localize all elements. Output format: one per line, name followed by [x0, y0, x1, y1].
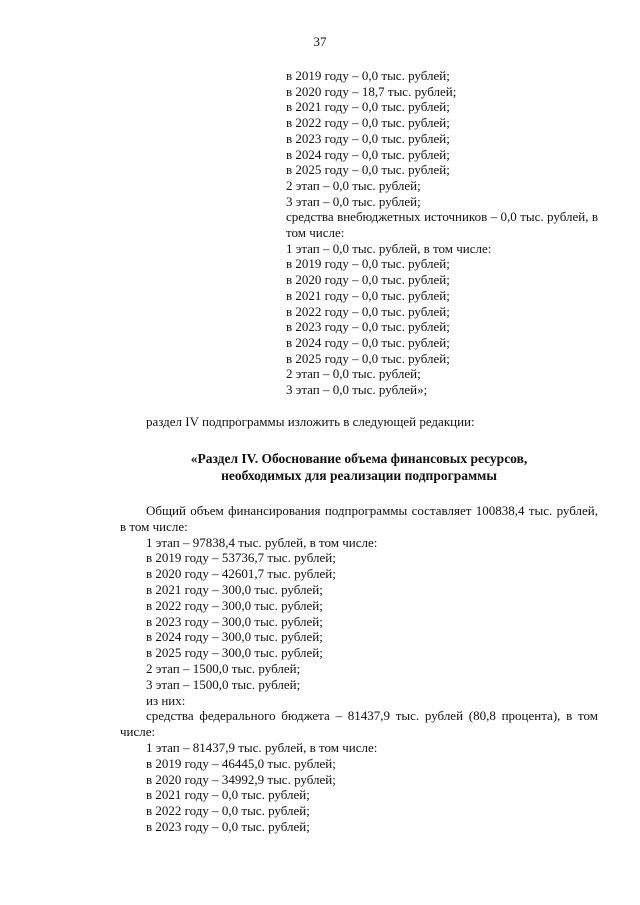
total-funding-paragraph: Общий объем финансирования подпрограммы составляет 100838,4 тыс. рублей, в том числе:	[120, 503, 598, 534]
funding-line: в 2022 году – 0,0 тыс. рублей;	[146, 803, 310, 819]
funding-line: в 2020 году – 34992,9 тыс. рублей;	[146, 771, 336, 787]
funding-line: в 2021 году – 0,0 тыс. рублей;	[146, 787, 310, 803]
federal-budget-paragraph: средства федерального бюджета – 81437,9 тыс. рублей (80,8 процента), в том числе:	[120, 708, 598, 740]
section-heading-line1: «Раздел IV. Обоснование объема финансовых ресурсов,	[190, 451, 528, 466]
funding-line: в 2021 году – 300,0 тыс. рублей;	[146, 581, 323, 597]
funding-line: в 2024 году – 0,0 тыс. рублей;	[286, 146, 450, 162]
funding-line: в 2022 году – 300,0 тыс. рублей;	[146, 597, 323, 613]
funding-line: в 2019 году – 53736,7 тыс. рублей;	[146, 550, 336, 566]
funding-line: из них:	[146, 692, 186, 708]
funding-line: в 2023 году – 0,0 тыс. рублей;	[286, 130, 450, 146]
funding-line: в 2020 году – 42601,7 тыс. рублей;	[146, 566, 336, 582]
funding-line: в 2023 году – 0,0 тыс. рублей;	[146, 818, 310, 834]
main-funding-block	[120, 503, 598, 835]
funding-line: 2 этап – 1500,0 тыс. рублей;	[146, 660, 301, 676]
funding-line: в 2025 году – 300,0 тыс. рублей;	[146, 645, 323, 661]
funding-line: 3 этап – 0,0 тыс. рублей»;	[286, 382, 428, 398]
funding-line: в 2024 году – 0,0 тыс. рублей;	[286, 334, 450, 350]
funding-line: в 2021 году – 0,0 тыс. рублей;	[286, 287, 450, 303]
funding-line: 2 этап – 0,0 тыс. рублей;	[286, 177, 421, 193]
funding-line: в 2024 году – 300,0 тыс. рублей;	[146, 629, 323, 645]
funding-line: в 2020 году – 0,0 тыс. рублей;	[286, 272, 450, 288]
funding-line: в 2019 году – 0,0 тыс. рублей;	[286, 256, 450, 272]
funding-line: в 2020 году – 18,7 тыс. рублей;	[286, 83, 457, 99]
funding-line: 2 этап – 0,0 тыс. рублей;	[286, 366, 421, 382]
page-number: 37	[313, 34, 327, 49]
funding-line: в 2025 году – 0,0 тыс. рублей;	[286, 350, 450, 366]
funding-line: в 2023 году – 0,0 тыс. рублей;	[286, 319, 450, 335]
section-heading	[120, 450, 598, 484]
funding-line: в 2021 году – 0,0 тыс. рублей;	[286, 99, 450, 115]
funding-line: 1 этап – 97838,4 тыс. рублей, в том числе:	[146, 534, 378, 550]
funding-line: в 2019 году – 46445,0 тыс. рублей;	[146, 755, 336, 771]
funding-line: в 2022 году – 0,0 тыс. рублей;	[286, 115, 450, 131]
funding-line: 3 этап – 0,0 тыс. рублей;	[286, 193, 421, 209]
instruction-paragraph: раздел IV подпрограммы изложить в следующей редакции:	[146, 414, 475, 429]
funding-line: в 2023 году – 300,0 тыс. рублей;	[146, 613, 323, 629]
section-heading-line2: необходимых для реализации подпрограммы	[221, 468, 497, 483]
funding-line: в 2025 году – 0,0 тыс. рублей;	[286, 162, 450, 178]
funding-line: 3 этап – 1500,0 тыс. рублей;	[146, 676, 301, 692]
upper-funding-block	[286, 68, 598, 398]
offbudget-sources-text: средства внебюджетных источников – 0,0 тыс. рублей, в том числе:	[286, 209, 598, 241]
funding-line: в 2019 году – 0,0 тыс. рублей;	[286, 68, 450, 83]
funding-line: 1 этап – 0,0 тыс. рублей, в том числе:	[286, 240, 492, 256]
funding-line: 1 этап – 81437,9 тыс. рублей, в том числе:	[146, 739, 378, 755]
funding-line: в 2022 году – 0,0 тыс. рублей;	[286, 303, 450, 319]
